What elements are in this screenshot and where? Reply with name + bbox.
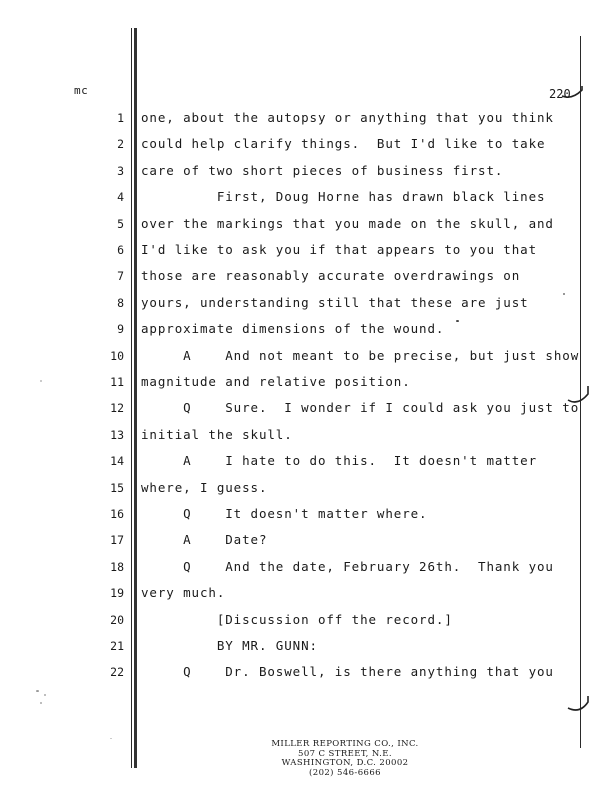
transcript-line: First, Doug Horne has drawn black lines: [141, 189, 546, 205]
line-number: 21: [110, 639, 124, 653]
transcript-line: where, I guess.: [141, 479, 268, 495]
scan-speck: [456, 320, 459, 322]
line-number: 9: [117, 322, 124, 337]
transcript-line: Q Sure. I wonder if I could ask you just to: [141, 400, 580, 416]
transcript-line: could help clarify things. But I'd like to take: [141, 136, 546, 152]
transcript-line: magnitude and relative position.: [141, 374, 411, 389]
line-number: 22: [110, 665, 124, 680]
scan-speck: [40, 702, 42, 704]
line-number: 11: [110, 375, 124, 389]
transcript-line: A And not meant to be precise, but just show: [141, 347, 580, 363]
transcript-line: I'd like to ask you if that appears to you that: [141, 242, 538, 257]
page-number: 220: [549, 87, 571, 101]
transcript-line: one, about the autopsy or anything that you think: [141, 110, 554, 125]
line-number: 1: [117, 111, 124, 125]
line-number: 15: [110, 480, 124, 495]
transcript-line: BY MR. GUNN:: [141, 638, 318, 653]
line-number: 16: [110, 507, 124, 521]
footer-city: WASHINGTON, D.C. 20002: [281, 758, 409, 768]
transcript-line: A Date?: [141, 532, 268, 548]
scan-speck: [44, 694, 46, 696]
transcript-line: yours, understanding still that these are just: [141, 294, 529, 310]
scan-speck: [563, 293, 565, 295]
line-number: 13: [110, 427, 124, 442]
transcript-line: A I hate to do this. It doesn't matter: [141, 453, 538, 469]
line-number: 17: [110, 533, 124, 548]
transcript-line: those are reasonably accurate overdrawings on: [141, 268, 521, 284]
transcript-line: Q And the date, February 26th. Thank you: [141, 558, 554, 574]
transcript-line: [Discussion off the record.]: [141, 611, 453, 627]
binder-hole-mark-icon: [566, 694, 592, 716]
scan-speck: [36, 690, 39, 692]
line-number: 18: [110, 559, 124, 574]
reporter-initials: mc: [74, 84, 89, 97]
line-number: 3: [117, 163, 124, 178]
transcript-line: Q Dr. Boswell, is there anything that you: [141, 664, 554, 680]
reporting-company-footer: [250, 740, 440, 778]
line-number: 20: [110, 612, 124, 627]
transcript-line: very much.: [141, 585, 226, 601]
transcript-line: care of two short pieces of business first.: [141, 162, 504, 178]
line-number: 2: [117, 137, 124, 152]
scan-speck: [40, 380, 42, 382]
transcript-line: over the markings that you made on the skull, and: [141, 215, 554, 231]
line-number: 7: [117, 269, 124, 284]
line-number: 10: [110, 348, 124, 363]
transcript-line: Q It doesn't matter where.: [141, 506, 428, 521]
line-number: 8: [117, 295, 124, 310]
line-number: 5: [117, 216, 124, 231]
line-number: 4: [117, 190, 124, 205]
scan-speck: [110, 738, 112, 739]
footer-street: 507 C STREET, N.E.: [298, 748, 392, 759]
left-margin-rule-thick: [134, 28, 137, 768]
transcript-line: initial the skull.: [141, 426, 293, 442]
line-number: 12: [110, 401, 124, 416]
footer-company: MILLER REPORTING CO., INC.: [271, 739, 419, 749]
left-margin-rule-thin: [131, 28, 132, 768]
line-number: 6: [117, 243, 124, 257]
line-number: 14: [110, 454, 124, 469]
footer-phone: (202) 546-6666: [309, 767, 381, 778]
transcript-line: approximate dimensions of the wound.: [141, 321, 445, 337]
line-number: 19: [110, 586, 124, 601]
